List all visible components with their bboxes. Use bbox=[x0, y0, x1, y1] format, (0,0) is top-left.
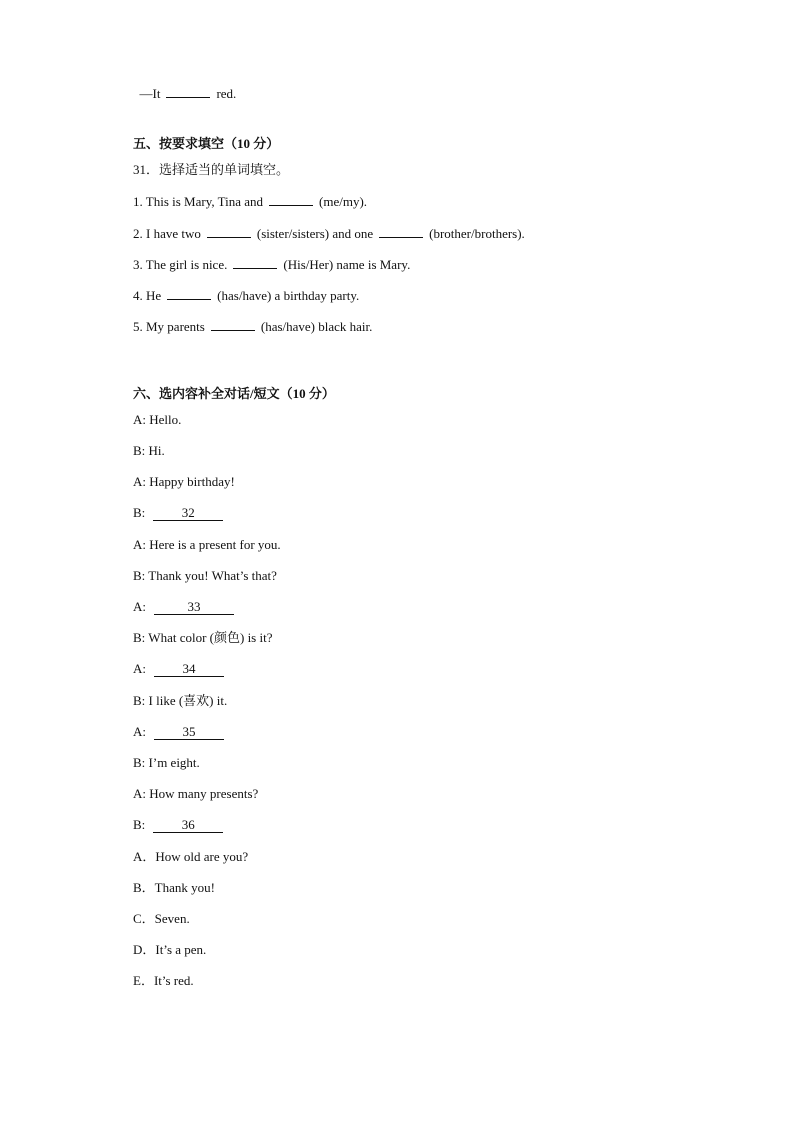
item-text: 2. I have two bbox=[133, 226, 201, 241]
previous-answer-line bbox=[133, 69, 236, 102]
option-d: D．It’s a pen. bbox=[133, 942, 207, 957]
numbered-blank[interactable]: 32 bbox=[153, 506, 223, 521]
fill-item-3 bbox=[133, 256, 410, 273]
numbered-blank[interactable]: 36 bbox=[153, 818, 223, 833]
numbered-blank[interactable]: 33 bbox=[154, 600, 234, 615]
dialogue-line-blank-36 bbox=[133, 817, 223, 833]
dialogue-line: A: Hello. bbox=[133, 412, 182, 427]
option-b: B．Thank you! bbox=[133, 880, 215, 895]
item-text: (His/Her) name is Mary. bbox=[283, 257, 411, 272]
speaker: B: bbox=[133, 505, 146, 520]
item-text: (brother/brothers). bbox=[429, 226, 525, 241]
answer-blank[interactable] bbox=[207, 225, 251, 238]
item-text: (me/my). bbox=[319, 194, 368, 209]
answer-blank[interactable] bbox=[166, 85, 210, 98]
item-text: (has/have) a birthday party. bbox=[217, 288, 360, 303]
fill-item-2 bbox=[133, 225, 525, 242]
speaker: A: bbox=[133, 661, 146, 676]
answer-blank[interactable] bbox=[379, 225, 423, 238]
fill-item-5 bbox=[133, 318, 372, 335]
answer-blank[interactable] bbox=[269, 193, 313, 206]
section-5-title: 五、按要求填空（10 分） bbox=[133, 136, 280, 151]
line-prefix: —It bbox=[139, 86, 161, 101]
speaker: A: bbox=[133, 724, 146, 739]
dialogue-line: A: How many presents? bbox=[133, 786, 259, 801]
dialogue-line-blank-34 bbox=[133, 661, 224, 677]
answer-blank[interactable] bbox=[211, 318, 255, 331]
item-text: 3. The girl is nice. bbox=[133, 257, 228, 272]
item-text: (has/have) black hair. bbox=[260, 319, 373, 334]
question-31: 31．选择适当的单词填空。 bbox=[133, 162, 290, 177]
dialogue-line: B: What color (颜色) is it? bbox=[133, 630, 273, 645]
dialogue-line: A: Happy birthday! bbox=[133, 474, 235, 489]
speaker: B: bbox=[133, 817, 146, 832]
dialogue-line-blank-32 bbox=[133, 505, 223, 521]
dialogue-line: B: I like (喜欢) it. bbox=[133, 693, 228, 708]
option-a: A．How old are you? bbox=[133, 849, 249, 864]
section-6-title: 六、选内容补全对话/短文（10 分） bbox=[133, 386, 335, 401]
item-text: (sister/sisters) and one bbox=[256, 226, 374, 241]
item-text: 1. This is Mary, Tina and bbox=[133, 194, 264, 209]
dialogue-line: A: Here is a present for you. bbox=[133, 537, 281, 552]
numbered-blank[interactable]: 34 bbox=[154, 662, 224, 677]
speaker: A: bbox=[133, 599, 146, 614]
answer-blank[interactable] bbox=[167, 287, 211, 300]
item-text: 4. He bbox=[133, 288, 162, 303]
dialogue-line-blank-33 bbox=[133, 599, 234, 615]
option-c: C．Seven. bbox=[133, 911, 190, 926]
dialogue-line: B: Thank you! What’s that? bbox=[133, 568, 277, 583]
line-suffix: red. bbox=[216, 86, 237, 101]
answer-blank[interactable] bbox=[233, 256, 277, 269]
fill-item-1 bbox=[133, 193, 367, 210]
dialogue-line: B: Hi. bbox=[133, 443, 165, 458]
dialogue-line-blank-35 bbox=[133, 724, 224, 740]
dialogue-line: B: I’m eight. bbox=[133, 755, 200, 770]
fill-item-4 bbox=[133, 287, 359, 304]
option-e: E．It’s red. bbox=[133, 973, 194, 988]
numbered-blank[interactable]: 35 bbox=[154, 725, 224, 740]
item-text: 5. My parents bbox=[133, 319, 205, 334]
